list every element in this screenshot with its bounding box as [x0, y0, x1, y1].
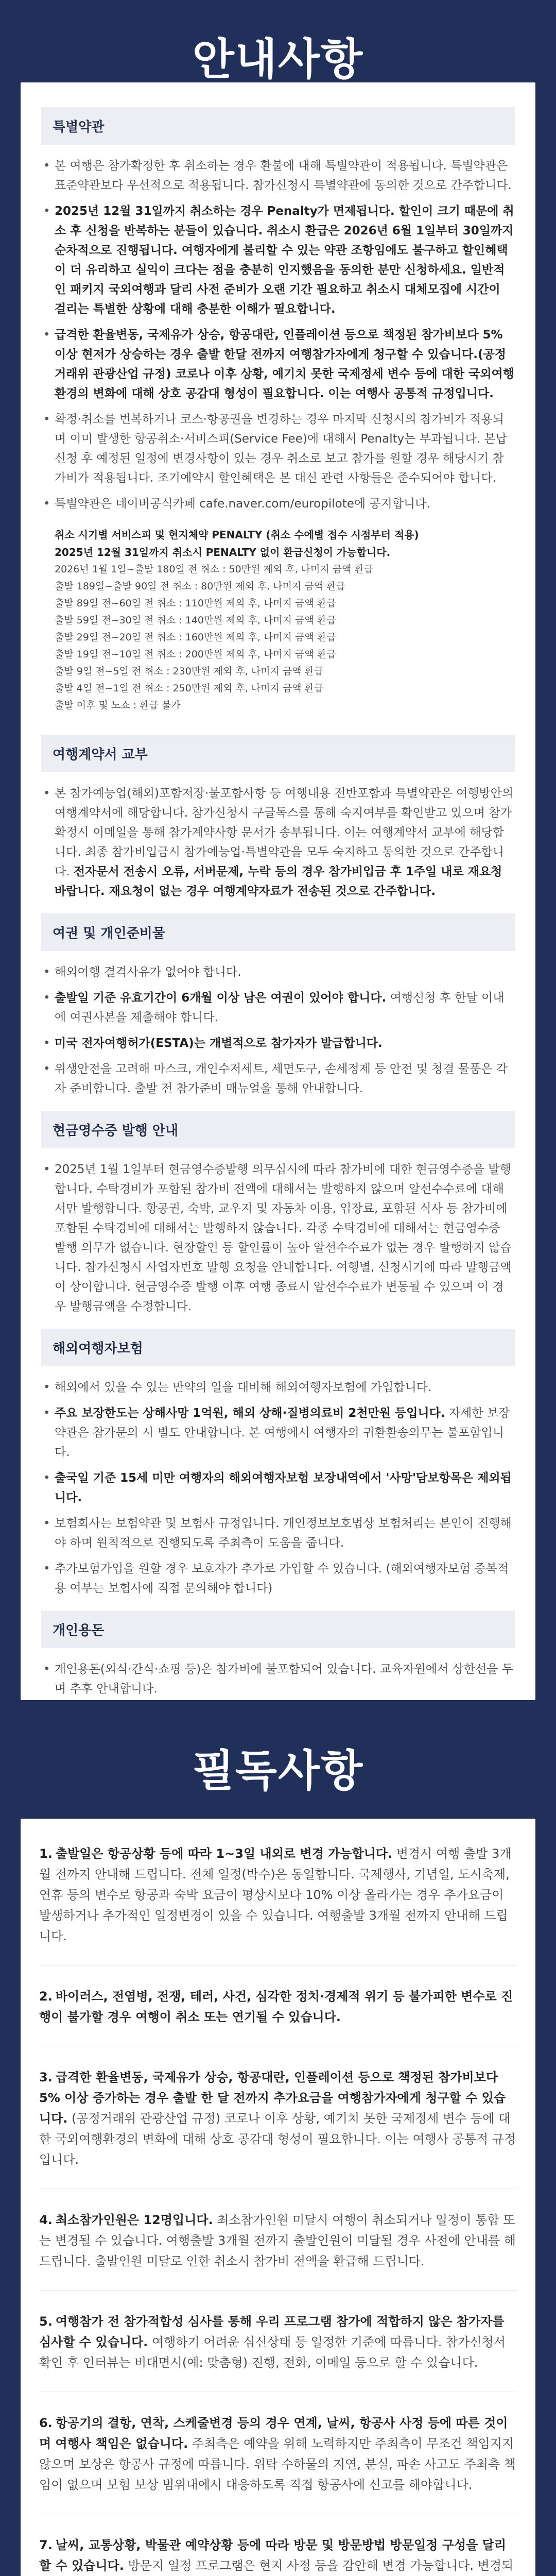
list-item: 4. 최소참가인원은 12명입니다. 최소참가인원 미달시 여행이 취소되거나 일정이 통합 또는 변경될 수 있습니다. 여행출발 3개월 전까지 출발인원이 미달될 경우 사전에 안내를 해드립니다. 출발인원 미달로 인한 취소시 참가비 전액을 환급해 드립니다.: [39, 2210, 517, 2291]
list-item: • 미국 전자여행허가(ESTA)는 개별적으로 참가자가 발급합니다.: [41, 1033, 515, 1053]
fee-line: 출발 189일~출발 90일 전 취소 : 80만원 제외 후, 나머지 금액 환급: [55, 581, 345, 592]
list-item: • 출국일 기준 15세 미만 여행자의 해외여행자보험 보장내역에서 '사망'담보항목은 제외됩니다.: [41, 1468, 515, 1507]
fee-line: 출발 59일 전~30일 전 취소 : 140만원 제외 후, 나머지 금액 환급: [55, 615, 336, 626]
travel-contract-head: 여행계약서 교부: [41, 735, 515, 772]
cancellation-fee-table: [41, 526, 515, 714]
must-read-list: [39, 1843, 517, 2576]
list-item: 5. 여행참가 전 참가적합성 심사를 통해 우리 프로그램 참가에 적합하지 않은 참가자를 심사할 수 있습니다. 여행하기 어려운 심신상태 등 일정한 기준에 따릅니다. 참가신청서 확인 후 인터뷰는 비대면시(예: 맞춤형) 진행, 전화, 이메일 등으로 할 수 있습니다.: [39, 2311, 517, 2392]
list-item: • 해외여행 결격사유가 없어야 합니다.: [41, 962, 515, 982]
special-terms-list: [41, 156, 515, 514]
passport-list: [41, 962, 515, 1098]
pocket-money-list: [41, 1659, 515, 1699]
list-item: • 특별약관은 네이버공식카페 cafe.naver.com/europilote에 공지합니다.: [41, 494, 515, 514]
notice-card: [21, 82, 535, 1700]
list-item: • 본 참가예능업(해외)포함저장·불포함사항 등 여행내용 전반포함과 특별약관은 여행방안의 여행계약서에 해당합니다. 참가신청시 구글독스를 통해 숙지여부를 확인받고 있으며 참가확정시 이메일을 통해 참가계약사항 문서가 송부됩니다. 이는 여행계약서 교부에 해당합니다. 최종 참가비입금시 참가예능업·특별약관을 모두 숙지하고 동의한 것으로 간주합니다. 전자문서 전송시 오류, 서버문제, 누락 등의 경우 참가비입금 후 1주일 내로 재요청 바랍니다. 재요청이 없는 경우 여행계약자료가 전송된 것으로 간주합니다.: [41, 784, 515, 901]
fee-line: 출발 이후 및 노쇼 : 환급 불가: [55, 700, 181, 711]
list-item: • 위생안전을 고려해 마스크, 개인수저세트, 세면도구, 손세정제 등 안전 및 청결 물품은 각자 준비합니다. 출발 전 참가준비 매뉴얼을 통해 안내합니다.: [41, 1059, 515, 1098]
insurance-head: 해외여행자보험: [41, 1329, 515, 1366]
list-item: • 해외에서 있을 수 있는 만약의 일을 대비해 해외여행자보험에 가입합니다.: [41, 1378, 515, 1397]
fee-line: 2026년 1월 1일~출발 180일 전 취소 : 50만원 제외 후, 나머지 금액 환급: [55, 564, 374, 575]
list-item: 2. 바이러스, 전염병, 전쟁, 테러, 사건, 심각한 정치·경제적 위기 등 불가피한 변수로 진행이 불가할 경우 여행이 취소 또는 연기될 수 있습니다.: [39, 1986, 517, 2046]
must-read-card: [21, 1819, 535, 2576]
receipt-head: 현금영수증 발행 안내: [41, 1111, 515, 1148]
list-item: • 보험회사는 보험약관 및 보험사 규정입니다. 개인정보보호법상 보험처리는 본인이 진행해야 하며 원칙적으로 진행되도록 주최측이 도움을 줍니다.: [41, 1514, 515, 1553]
fee-line: 출발 89일 전~60일 전 취소 : 110만원 제외 후, 나머지 금액 환급: [55, 598, 336, 609]
list-item: • 2025년 1월 1일부터 현금영수증발행 의무십시에 따라 참가비에 대한 현금영수증을 발행합니다. 수탁경비가 포함된 참가비 전액에 대해서는 발행하지 않으며 알선수수료에 대해서만 발행합니다. 항공권, 숙박, 교우지 및 자동차 이용, 입장료, 포함된 식사 등 참가비에 포함된 수탁경비에 대해서는 발행하지 않습니다. 각종 수탁경비에 대해서는 현금영수증 발행 의무가 없습니다. 현장할인 등 할인률이 높아 알선수수료가 없는 경우 발행하지 않습니다. 참가신청시 사업자번호 발행 요청을 안내합니다. 여행별, 신청시기에 따라 발행금액이 상이합니다. 현금영수증 발행 이후 여행 종료시 알선수수료가 변동될 수 있으며 이 경우 발행금액을 수정합니다.: [41, 1160, 515, 1316]
list-item: 6. 항공기의 결항, 연착, 스케줄변경 등의 경우 연계, 날씨, 항공사 사정 등에 따른 것이며 여행사 책임은 없습니다. 주최측은 예약을 위해 노력하지만 주최측이 무조건 책임지지 않으며 보상은 항공사 규정에 따릅니다. 위탁 수하물의 지연, 분실, 파손 사고도 주최측 책임이 없으며 보험 보상 범위내에서 대응하도록 직접 항공사에 신고를 해야합니다.: [39, 2413, 517, 2514]
list-item: • 본 여행은 참가확정한 후 취소하는 경우 환불에 대해 특별약관이 적용됩니다. 특별약관은 표준약관보다 우선적으로 적용됩니다. 참가신청시 특별약관에 동의한 것으로 간주합니다.: [41, 156, 515, 195]
list-item: • 주요 보장한도는 상해사망 1억원, 해외 상해·질병의료비 2천만원 등입니다. 자세한 보장약관은 참가문의 시 별도 안내합니다. 본 여행에서 여행자의 귀환환송의무는 불포함입니다.: [41, 1403, 515, 1462]
fee-table-title: 취소 시기별 서비스피 및 현지체약 PENALTY (취소 수에별 접수 시점부터 적용): [55, 529, 419, 541]
pocket-money-head: 개인용돈: [41, 1611, 515, 1648]
list-item: • 개인용돈(외식·간식·쇼핑 등)은 참가비에 불포함되어 있습니다. 교육자원에서 상한선을 두며 추후 안내합니다.: [41, 1659, 515, 1699]
list-item: 3. 급격한 환율변동, 국제유가 상승, 항공대란, 인플레이션 등으로 책정된 참가비보다 5% 이상 증가하는 경우 출발 한 달 전까지 추가요금을 여행참가자에게 청구할 수 있습니다. (공정거래위 관광산업 규정) 코로나 이후 상황, 예기치 못한 국제정세 변수 등에 대한 국외여행환경의 변화에 대해 상호 공감대 형성이 필요합니다. 이는 여행사 공통적 규정입니다.: [39, 2067, 517, 2189]
list-item: • 추가보험가입을 원할 경우 보호자가 추가로 가입할 수 있습니다. (해외여행자보험 중복적용 여부는 보험사에 직접 문의해야 합니다): [41, 1559, 515, 1598]
list-item: • 확정·취소를 번복하거나 코스·항공권을 변경하는 경우 마지막 신청시의 참가비가 적용되며 이미 발생한 항공취소·서비스피(Service Fee)에 대해서 Penalty는 부과됩니다. 본납신청 후 예정된 일정에 변경사항이 있는 경우 취소로 보고 참가를 원할 경우 해당시기 참가비가 적용됩니다. 조기예약시 할인혜택은 본 대신 관련 사항들은 준수되어야 합니다.: [41, 410, 515, 488]
list-item: 1. 출발일은 항공상황 등에 따라 1~3일 내외로 변경 가능합니다. 변경시 여행 출발 3개월 전까지 안내해 드립니다. 전체 일정(박수)은 동일합니다. 국제행사, 기념일, 도시축제, 연휴 등의 변수로 항공과 숙박 요금이 평상시보다 10% 이상 올라가는 경우 추가요금이 발생하거나 추가적인 일정변경이 있을 수 있습니다. 여행출발 3개월 전까지 안내해 드립니다.: [39, 1843, 517, 1965]
list-item: • 2025년 12월 31일까지 취소하는 경우 Penalty가 면제됩니다. 할인이 크기 때문에 취소 후 신청을 반복하는 분들이 있습니다. 취소시 환급은 2026년 6월 1일부터 30일까지 순차적으로 진행됩니다. 여행자에게 불리할 수 있는 약관 조항임에도 불구하고 할인혜택이 더 유리하고 실익이 크다는 점을 충분히 인지했음을 동의한 분만 신청하세요. 일반적인 패키지 국외여행과 달리 사전 준비가 오랜 기간 필요하고 취소시 대체모집에 시간이 걸리는 특별한 상황에 대해 충분한 이해가 필요합니다.: [41, 201, 515, 319]
special-terms-head: 특별약관: [41, 107, 515, 145]
insurance-list: [41, 1378, 515, 1598]
must-read-title: 필독사항: [192, 1745, 364, 1796]
list-item: • 급격한 환율변동, 국제유가 상승, 항공대란, 인플레이션 등으로 책정된 참가비보다 5% 이상 현저가 상승하는 경우 출발 한달 전까지 여행참가자에게 청구할 수 있습니다.(공정거래위 관광산업 규정) 코로나 이후 상황, 예기치 못한 국제정세 변수 등에 대한 국외여행환경의 변화에 대해 상호 공감대 형성이 필요합니다. 이는 여행사 공통적 규정입니다.: [41, 325, 515, 403]
fee-table-subtitle: 2025년 12월 31일까지 취소시 PENALTY 없이 환급신청이 가능합니다.: [55, 546, 391, 558]
passport-head: 여권 및 개인준비물: [41, 913, 515, 951]
travel-contract-list: [41, 784, 515, 901]
list-item: 7. 날씨, 교통상황, 박물관 예약상황 등에 따라 방문 및 방문방법 방문일정 구성을 달리할 수 있습니다. 방문지 일정 프로그램은 현지 사정 등을 감안해 변경 가능합니다. 변경되: [39, 2535, 517, 2576]
list-item: • 출발일 기준 유효기간이 6개월 이상 남은 여권이 있어야 합니다. 여행신청 후 한달 이내에 여권사본을 제출해야 합니다.: [41, 988, 515, 1027]
fee-line: 출발 29일 전~20일 전 취소 : 160만원 제외 후, 나머지 금액 환급: [55, 632, 336, 643]
fee-line: 출발 19일 전~10일 전 취소 : 200만원 제외 후, 나머지 금액 환급: [55, 649, 336, 660]
fee-line: 출발 9일 전~5일 전 취소 : 230만원 제외 후, 나머지 금액 환급: [55, 666, 324, 677]
fee-line: 출발 4일 전~1일 전 취소 : 250만원 제외 후, 나머지 금액 환급: [55, 683, 324, 694]
receipt-list: [41, 1160, 515, 1316]
notice-title: 안내사항: [192, 34, 364, 84]
